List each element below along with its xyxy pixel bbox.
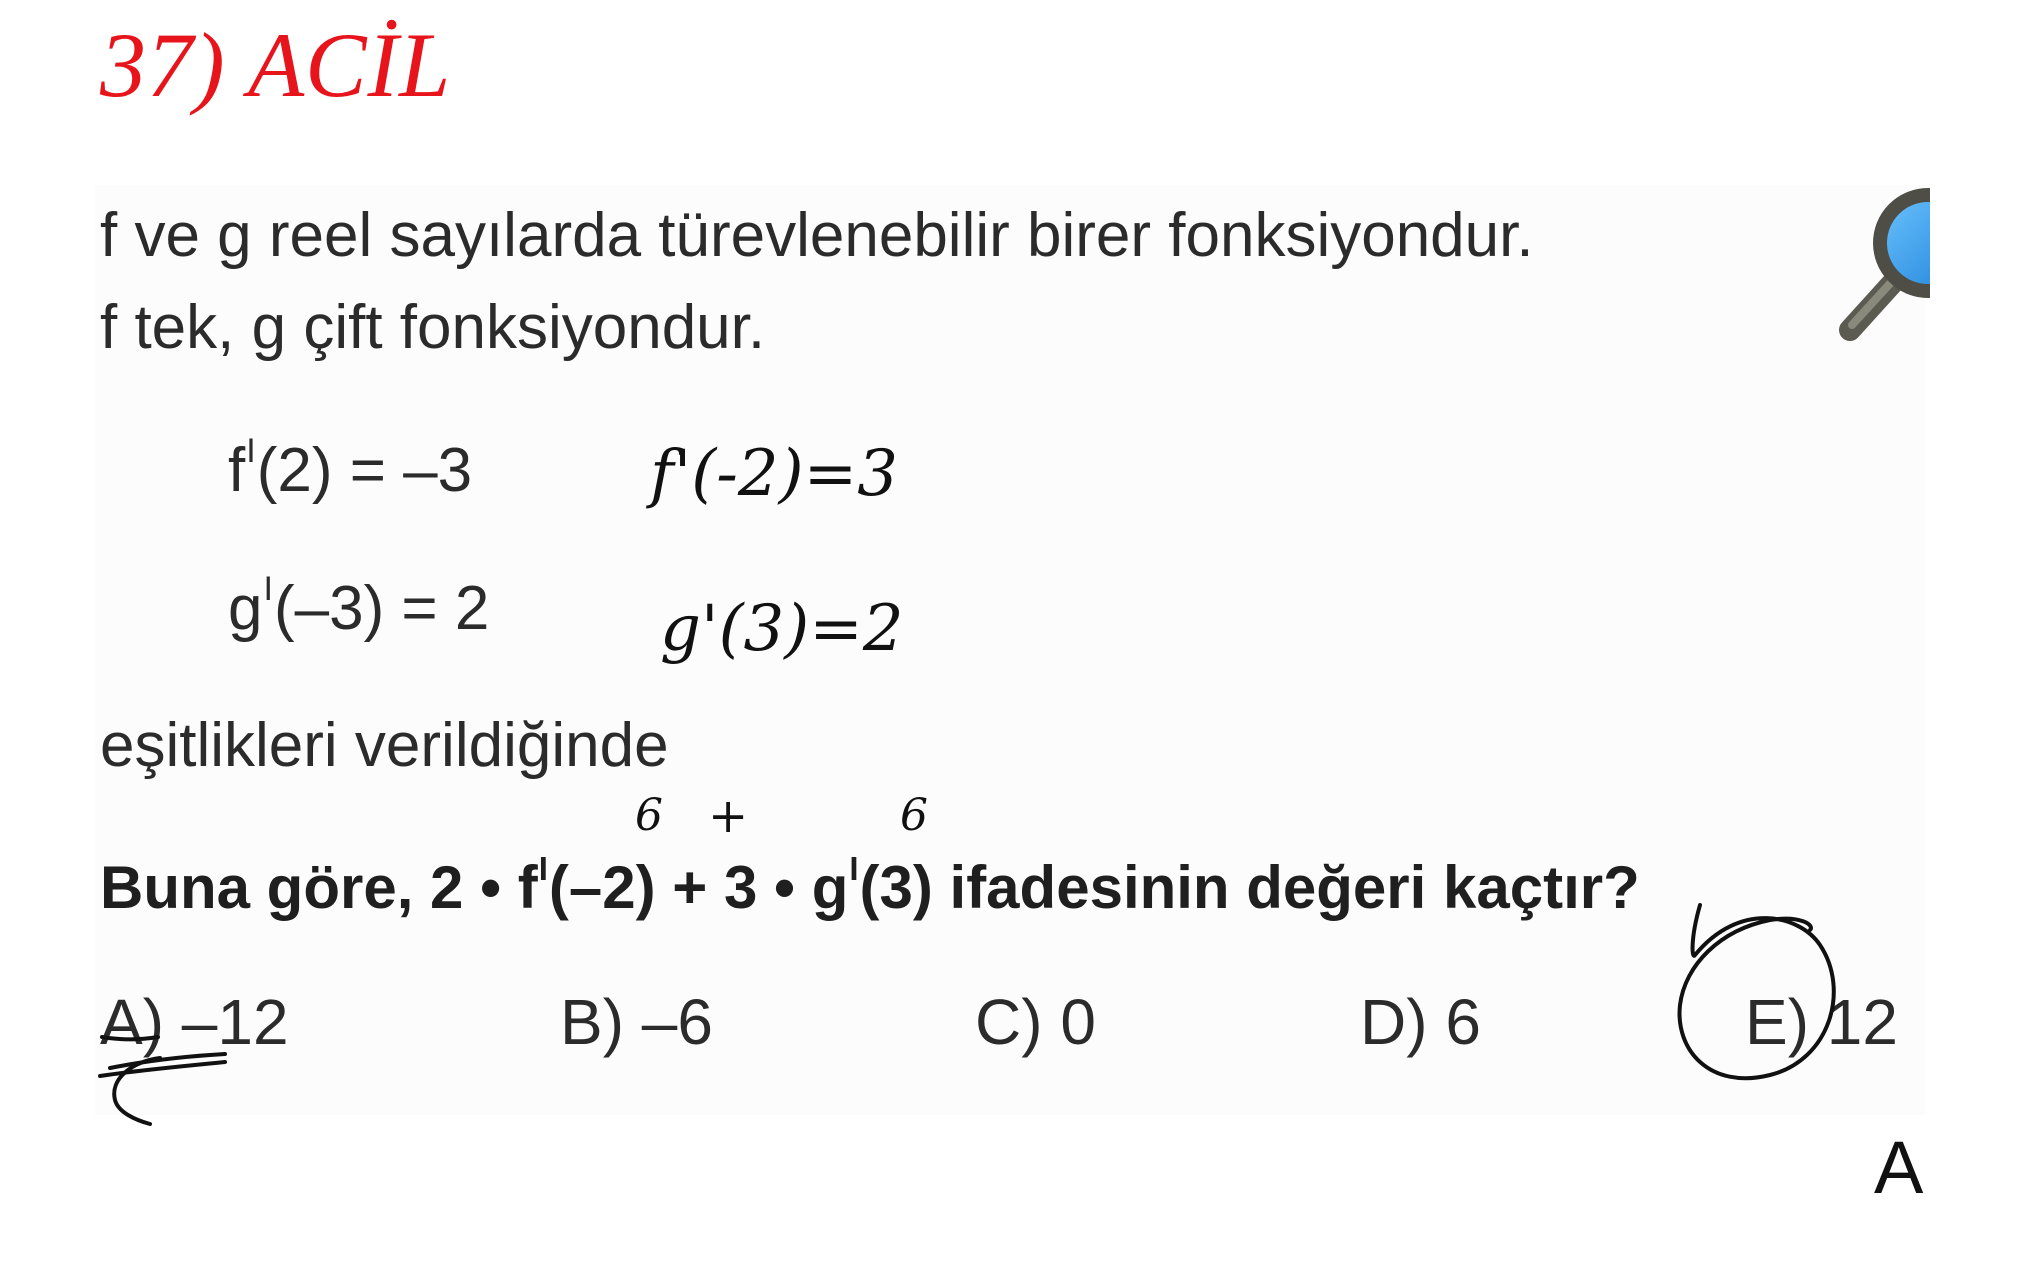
underline-mark-a — [102, 1037, 158, 1039]
given-2-function: g — [228, 573, 263, 643]
option-b[interactable]: B) –6 — [560, 986, 713, 1058]
prompt-prime-2: I — [849, 850, 859, 887]
prompt-part-1: Buna göre, 2 • f — [100, 854, 538, 922]
handwritten-text-1: f'(-2)=3 — [650, 437, 898, 511]
question-line-2: f tek, g çift fonksiyondur. — [100, 293, 766, 362]
option-e[interactable]: E) 12 — [1745, 986, 1898, 1058]
circle-mark-e — [1680, 905, 1834, 1078]
handwritten-above-1: 6 — [635, 790, 663, 841]
option-c[interactable]: C) 0 — [975, 986, 1096, 1058]
question-line-1: f ve g reel sayılarda türevlenebilir birer fonksiyondur. — [100, 201, 1534, 270]
given-1-prime: I — [246, 432, 256, 470]
prompt-prime-1: I — [538, 850, 548, 887]
handwritten-note-2 — [660, 592, 904, 666]
handwritten-above-2: + — [708, 788, 749, 844]
option-a[interactable]: A) –12 — [100, 986, 289, 1058]
given-1-function: f — [228, 435, 246, 505]
question-line-3: eşitlikleri verildiğinde — [100, 711, 669, 780]
option-d[interactable]: D) 6 — [1360, 986, 1481, 1058]
handwritten-note-1 — [646, 437, 898, 511]
strike-mark-a — [100, 1054, 225, 1076]
given-2-prime: I — [263, 570, 273, 608]
handwritten-above-3: 6 — [900, 790, 928, 841]
handwritten-text-2: g'(3)=2 — [660, 592, 904, 666]
answer-letter: A — [1874, 1126, 1924, 1209]
question-number-title: 37) ACİL — [100, 14, 452, 116]
prompt-part-2: (–2) + 3 • g — [548, 854, 849, 922]
prompt-part-3: (3) ifadesinin değeri kaçtır? — [859, 854, 1640, 922]
given-1-rest: (2) = –3 — [256, 435, 473, 505]
given-2-rest: (–3) = 2 — [273, 573, 490, 643]
